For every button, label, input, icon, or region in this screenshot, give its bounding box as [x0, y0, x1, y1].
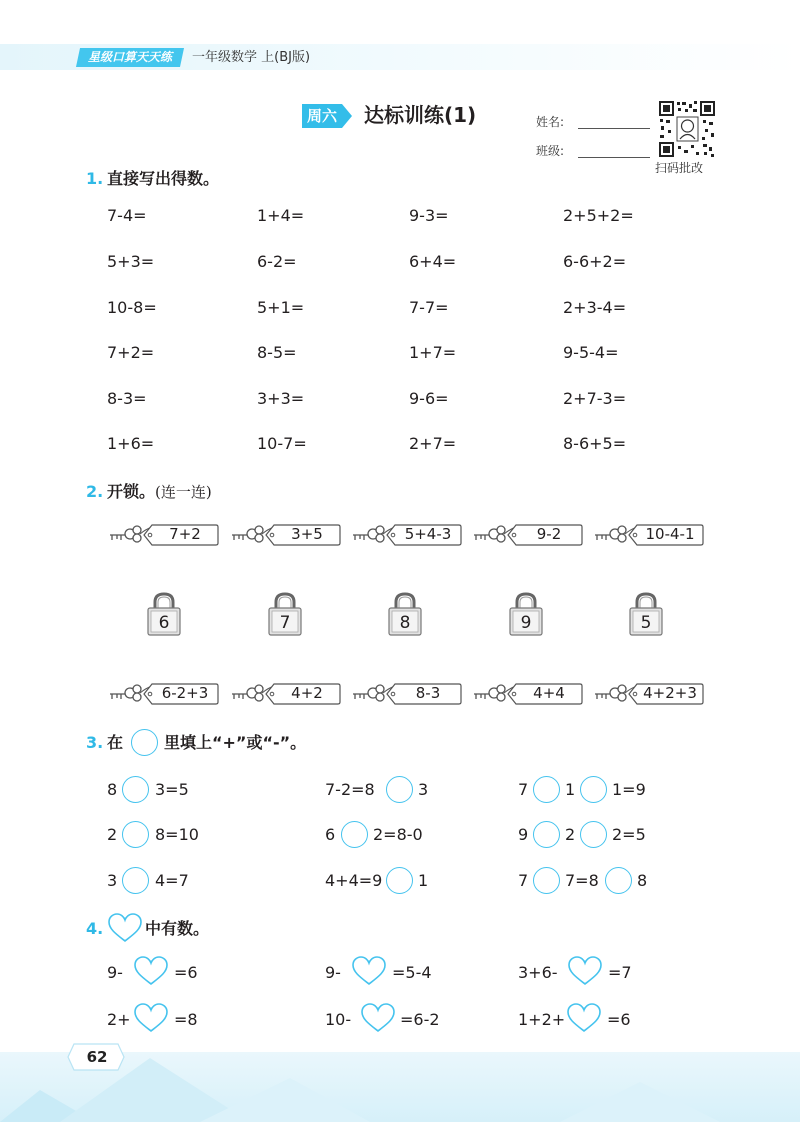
equation-part: 1 [565, 780, 576, 799]
heart-blank[interactable] [133, 1003, 169, 1033]
heart-blank[interactable] [567, 956, 603, 986]
equation: 7-7= [409, 298, 449, 317]
key-label: 9-2 [536, 525, 562, 543]
key-label: 4+4 [533, 684, 565, 702]
section4-number: 4. [86, 919, 104, 938]
equation-part: 2 [107, 825, 118, 844]
operator-blank[interactable] [533, 821, 560, 848]
equation-part: 2+ [107, 1010, 131, 1029]
page-number: 62 [86, 1048, 108, 1066]
section1-number: 1. [86, 169, 104, 188]
equation: 1+7= [409, 343, 457, 362]
equation: 6+4= [409, 252, 457, 271]
key[interactable] [591, 521, 705, 549]
operator-blank[interactable] [580, 776, 607, 803]
equation-part: 1 [418, 871, 429, 890]
equation-part: =6 [607, 1010, 631, 1029]
equation-part: 3 [107, 871, 118, 890]
key-label: 4+2+3 [643, 684, 697, 702]
equation: 3+3= [257, 389, 305, 408]
lock[interactable] [147, 592, 181, 636]
equation-part: =6 [174, 963, 198, 982]
key[interactable] [106, 680, 220, 708]
lock[interactable] [629, 592, 663, 636]
equation-part: 6 [325, 825, 336, 844]
lock-number: 8 [399, 613, 411, 633]
equation: 7+2= [107, 343, 155, 362]
equation: 5+3= [107, 252, 155, 271]
equation: 9-6= [409, 389, 449, 408]
equation-part: 3+6- [518, 963, 558, 982]
equation: 1+4= [257, 206, 305, 225]
lock-number: 9 [520, 613, 532, 633]
equation: 2+7= [409, 434, 457, 453]
equation-part: =6-2 [400, 1010, 440, 1029]
operator-blank[interactable] [341, 821, 368, 848]
equation-part: 8 [637, 871, 648, 890]
equation-part: =7 [608, 963, 632, 982]
equation: 8-5= [257, 343, 297, 362]
lock-number: 6 [158, 613, 170, 633]
heart-blank[interactable] [351, 956, 387, 986]
equation: 9-5-4= [563, 343, 619, 362]
lock-number: 7 [279, 613, 291, 633]
equation: 8-3= [107, 389, 147, 408]
equation: 7-4= [107, 206, 147, 225]
equation-part: =8 [174, 1010, 198, 1029]
equation-part: 1=9 [612, 780, 646, 799]
day-tag: 周六 [302, 104, 342, 128]
heart-blank-icon [107, 913, 143, 943]
equation-part: 7-2=8 [325, 780, 375, 799]
equation-part: 2=8-0 [373, 825, 423, 844]
equation: 6-2= [257, 252, 297, 271]
lock[interactable] [509, 592, 543, 636]
key[interactable] [349, 680, 463, 708]
key-label: 3+5 [291, 525, 323, 543]
equation-part: 8=10 [155, 825, 199, 844]
equation-part: 1+2+ [518, 1010, 566, 1029]
equation-part: 9 [518, 825, 529, 844]
section1-title: 直接写出得数。 [107, 169, 220, 188]
equation: 1+6= [107, 434, 155, 453]
equation: 2+3-4= [563, 298, 627, 317]
page-title: 达标训练(1) [364, 103, 477, 127]
operator-blank[interactable] [580, 821, 607, 848]
equation-part: 7=8 [565, 871, 599, 890]
key-label: 5+4-3 [404, 525, 452, 543]
key[interactable] [228, 680, 342, 708]
equation-part: 8 [107, 780, 118, 799]
operator-blank[interactable] [533, 867, 560, 894]
key[interactable] [106, 521, 220, 549]
equation-part: 2=5 [612, 825, 646, 844]
operator-blank[interactable] [122, 867, 149, 894]
series-title: 星级口算天天练 [76, 48, 184, 67]
equation: 8-6+5= [563, 434, 627, 453]
key[interactable] [591, 680, 705, 708]
class-label: 班级: [536, 144, 565, 158]
equation: 10-7= [257, 434, 307, 453]
circle-blank-icon [131, 729, 158, 756]
section3-title-before: 在 [107, 733, 124, 752]
section4-title: 中有数。 [145, 919, 210, 938]
equation: 9-3= [409, 206, 449, 225]
key[interactable] [470, 680, 584, 708]
equation-part: 9- [325, 963, 341, 982]
equation-part: 9- [107, 963, 123, 982]
operator-blank[interactable] [122, 776, 149, 803]
key-label: 7+2 [169, 525, 201, 543]
book-title: 一年级数学 上(BJ版) [192, 50, 311, 65]
equation: 2+5+2= [563, 206, 634, 225]
equation: 5+1= [257, 298, 305, 317]
section3-title-after: 里填上“+”或“-”。 [164, 733, 307, 752]
qr-caption: 扫码批改 [655, 161, 704, 175]
equation: 6-6+2= [563, 252, 627, 271]
equation-part: 3=5 [155, 780, 189, 799]
equation-part: 7 [518, 871, 529, 890]
name-label: 姓名: [536, 115, 565, 129]
lock[interactable] [388, 592, 422, 636]
key[interactable] [349, 521, 463, 549]
key-label: 10-4-1 [645, 525, 695, 543]
equation-part: 4+4=9 [325, 871, 383, 890]
equation-part: 2 [565, 825, 576, 844]
class-field[interactable] [578, 157, 650, 158]
equation-part: 7 [518, 780, 529, 799]
key-label: 4+2 [291, 684, 323, 702]
equation: 10-8= [107, 298, 157, 317]
equation: 2+7-3= [563, 389, 627, 408]
heart-blank[interactable] [566, 1003, 602, 1033]
operator-blank[interactable] [386, 776, 413, 803]
heart-blank[interactable] [133, 956, 169, 986]
operator-blank[interactable] [122, 821, 149, 848]
key-label: 8-3 [415, 684, 441, 702]
operator-blank[interactable] [605, 867, 632, 894]
name-field[interactable] [578, 128, 650, 129]
equation-part: 4=7 [155, 871, 189, 890]
equation-part: 3 [418, 780, 429, 799]
key-label: 6-2+3 [161, 684, 209, 702]
lock-number: 5 [640, 613, 652, 633]
section2-title: 开锁。(连一连) [107, 482, 212, 501]
key[interactable] [470, 521, 584, 549]
operator-blank[interactable] [533, 776, 560, 803]
section2-number: 2. [86, 482, 104, 501]
equation-part: 10- [325, 1010, 352, 1029]
heart-blank[interactable] [360, 1003, 396, 1033]
operator-blank[interactable] [386, 867, 413, 894]
key[interactable] [228, 521, 342, 549]
day-tag-arrow [342, 104, 352, 128]
lock[interactable] [268, 592, 302, 636]
section3-number: 3. [86, 733, 104, 752]
qr-code-icon[interactable] [658, 100, 716, 158]
equation-part: =5-4 [392, 963, 432, 982]
